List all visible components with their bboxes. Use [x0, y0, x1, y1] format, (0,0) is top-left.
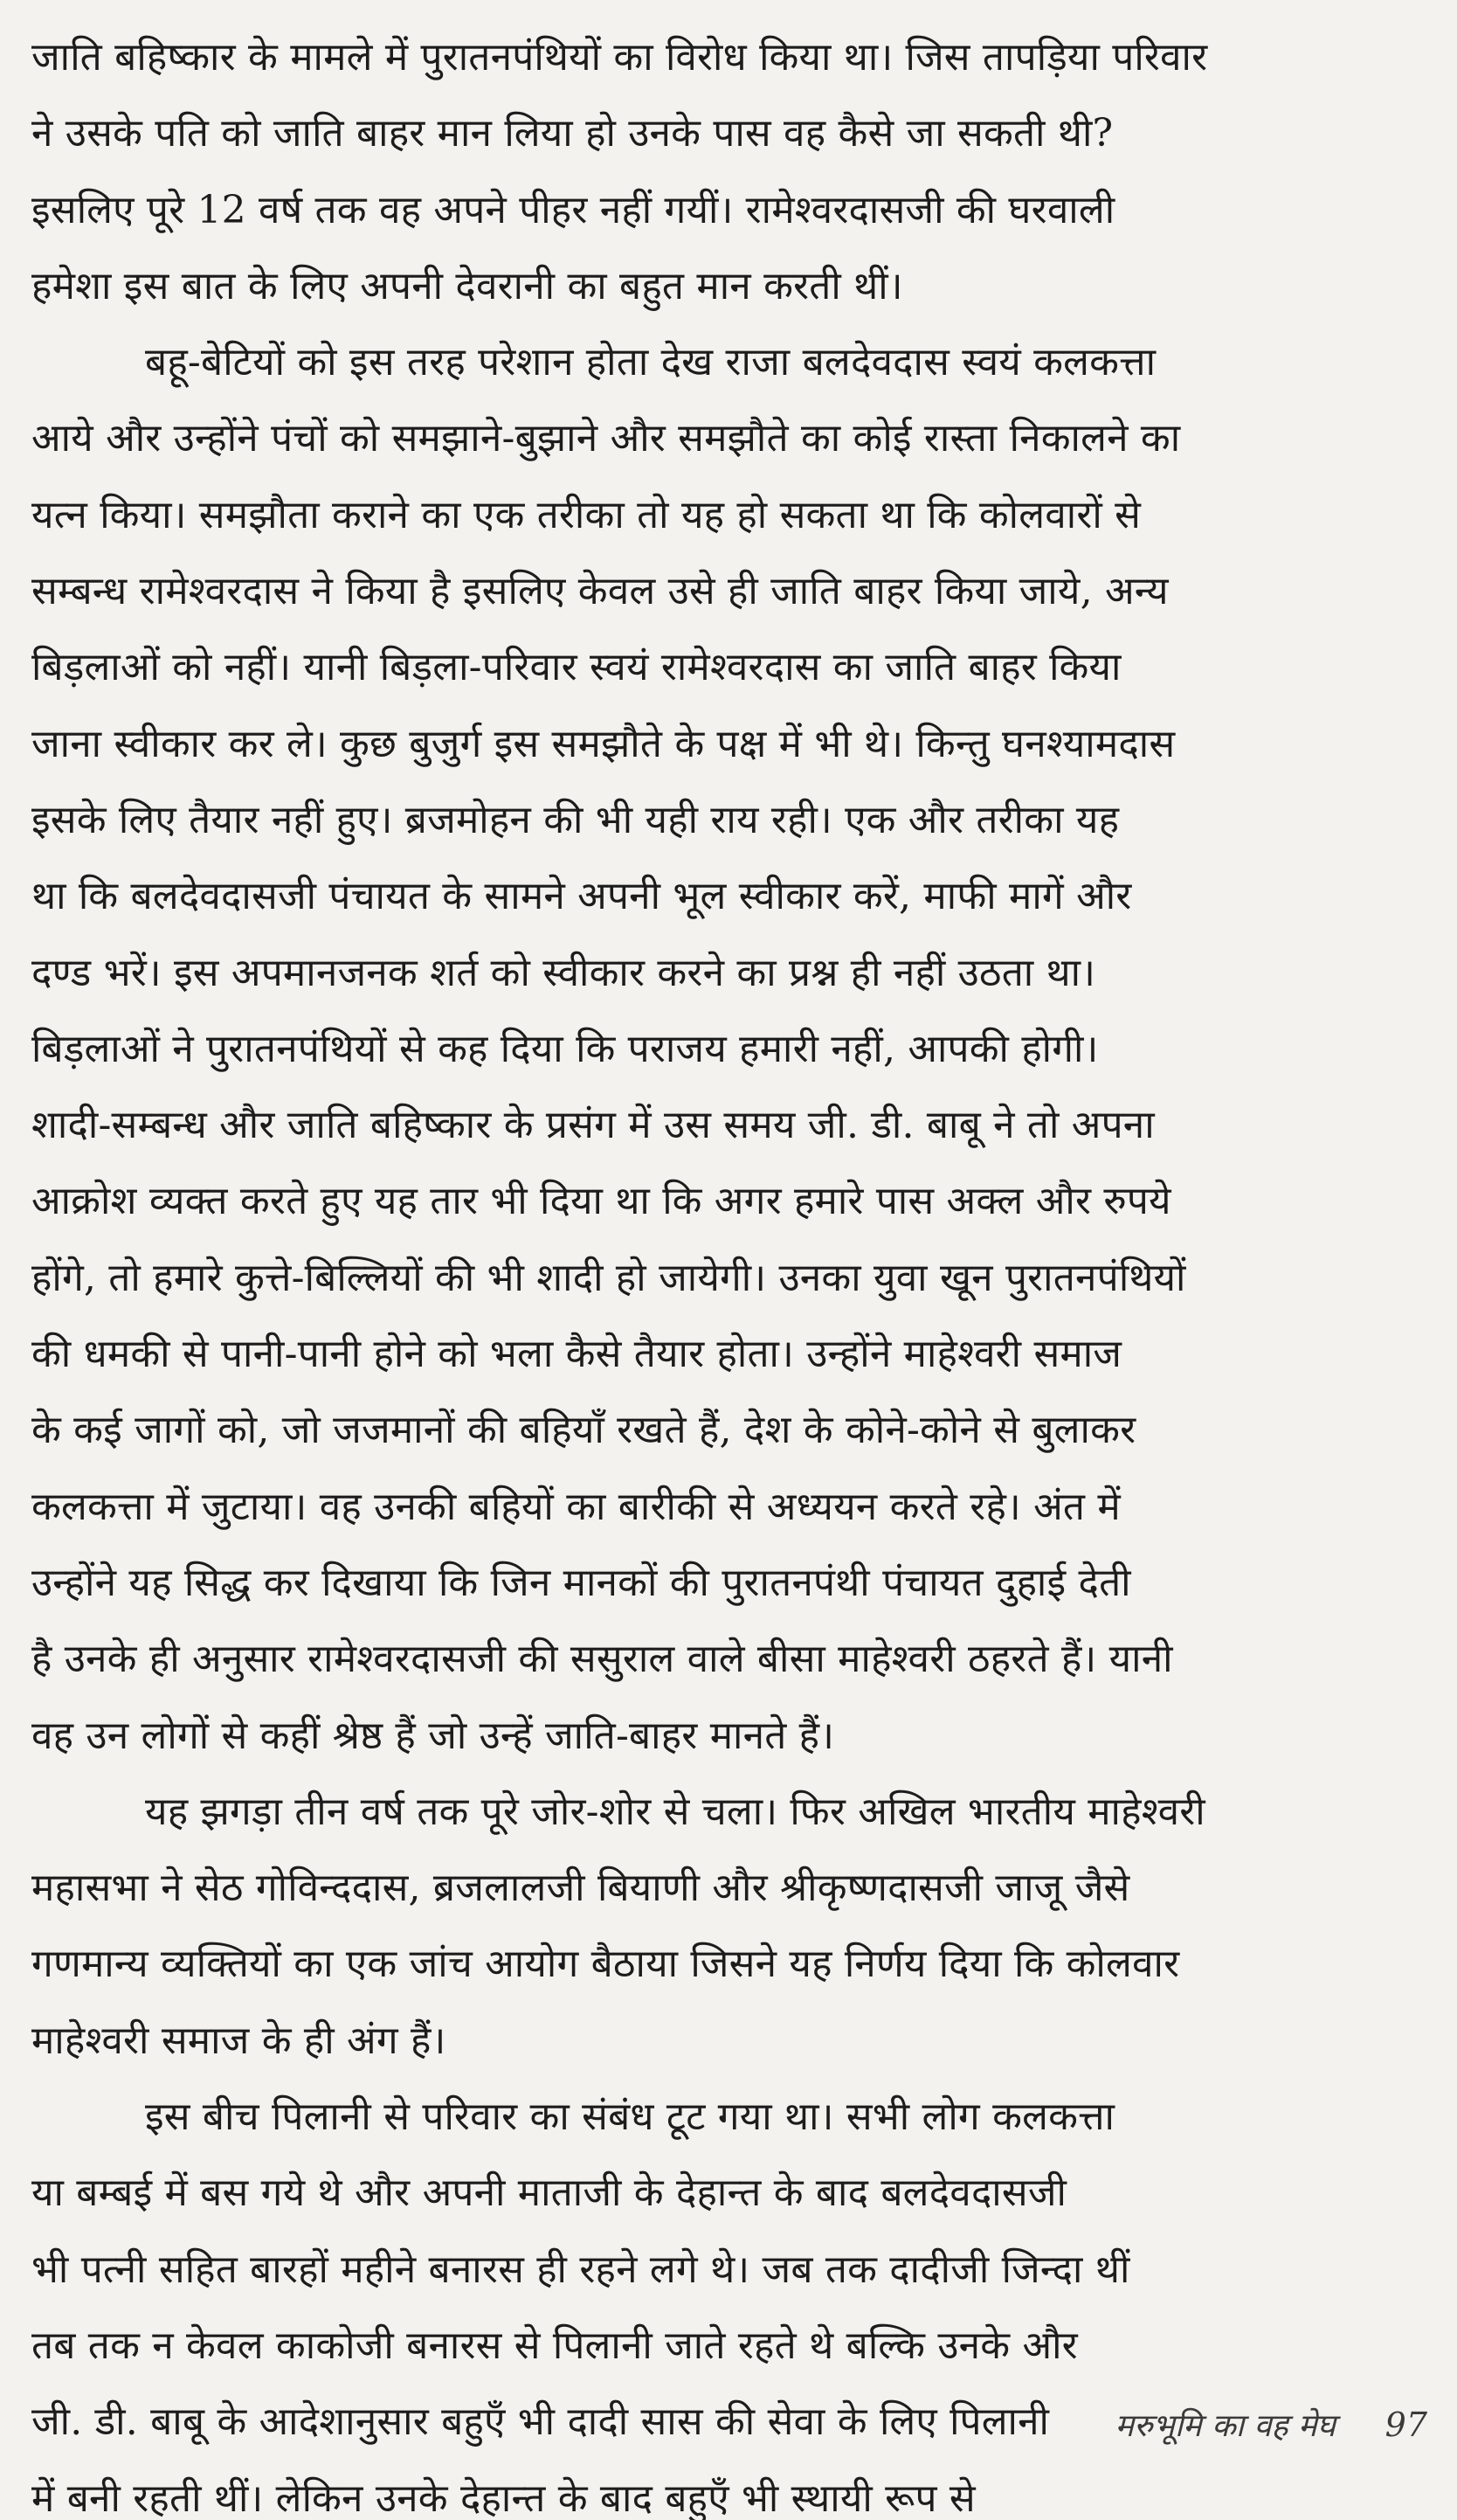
text-line: जाति बहिष्कार के मामले में पुरातनपंथियों का विरोध किया था। जिस तापड़िया परिवार: [31, 35, 1208, 80]
text-line: उन्होंने यह सिद्ध कर दिखाया कि जिन मानकों की पुरातनपंथी पंचायत दुहाई देती: [31, 1560, 1131, 1605]
text-line: बिड़लाओं को नहीं। यानी बिड़ला-परिवार स्वयं रामेश्वरदास का जाति बाहर किया: [31, 645, 1122, 690]
text-line: गणमान्य व्यक्तियों का एक जांच आयोग बैठाया जिसने यह निर्णय दिया कि कोलवार: [31, 1942, 1180, 1987]
text-line: आये और उन्होंने पंचों को समझाने-बुझाने और समझौते का कोई रास्ता निकालने का: [31, 416, 1181, 461]
text-line: दण्ड भरें। इस अपमानजनक शर्त को स्वीकार करने का प्रश्न ही नहीं उठता था।: [31, 950, 1096, 995]
text-line: यह झगड़ा तीन वर्ष तक पूरे जोर-शोर से चला। फिर अखिल भारतीय माहेश्वरी: [145, 1789, 1205, 1834]
text-line: कलकत्ता में जुटाया। वह उनकी बहियों का बारीकी से अध्ययन करते रहे। अंत में: [31, 1484, 1121, 1529]
paragraph-3: [31, 1774, 1426, 2079]
text-line: इसलिए पूरे 12 वर्ष तक वह अपने पीहर नहीं गयीं। रामेश्वरदासजी की घरवाली: [31, 187, 1115, 232]
text-line: भी पत्नी सहित बारहों महीने बनारस ही रहने लगे थे। जब तक दादीजी जिन्दा थीं: [31, 2247, 1130, 2292]
text-line: है उनके ही अनुसार रामेश्वरदासजी की ससुराल वाले बीसा माहेश्वरी ठहरते हैं। यानी: [31, 1637, 1173, 1682]
text-line: में बनी रहती थीं। लेकिन उनके देहान्त के बाद बहुएँ भी स्थायी रूप से: [31, 2475, 976, 2520]
text-line: या बम्बई में बस गये थे और अपनी माताजी के देहान्त के बाद बलदेवदासजी: [31, 2170, 1067, 2216]
text-line: की धमकी से पानी-पानी होने को भला कैसे तैयार होता। उन्होंने माहेश्वरी समाज: [31, 1332, 1122, 1377]
text-line: इसके लिए तैयार नहीं हुए। ब्रजमोहन की भी यही राय रही। एक और तरीका यह: [31, 797, 1120, 842]
text-line: वह उन लोगों से कहीं श्रेष्ठ हैं जो उन्हें जाति-बाहर मानते हैं।: [31, 1713, 835, 1758]
body-text: [31, 19, 1426, 2520]
text-line: सम्बन्ध रामेश्वरदास ने किया है इसलिए केवल उसे ही जाति बाहर किया जाये, अन्य: [31, 569, 1169, 614]
text-line: शादी-सम्बन्ध और जाति बहिष्कार के प्रसंग में उस समय जी. डी. बाबू ने तो अपना: [31, 1103, 1155, 1148]
text-line: हमेशा इस बात के लिए अपनी देवरानी का बहुत मान करती थीं।: [31, 263, 903, 308]
page-number: 97: [1384, 2406, 1427, 2444]
text-line: जी. डी. बाबू के आदेशानुसार बहुएँ भी दादी सास की सेवा के लिए पिलानी: [31, 2399, 1050, 2445]
text-line: जाना स्वीकार कर ले। कुछ बुजुर्ग इस समझौते के पक्ष में भी थे। किन्तु घनश्यामदास: [31, 721, 1176, 766]
text-line: महासभा ने सेठ गोविन्ददास, ब्रजलालजी बियाणी और श्रीकृष्णदासजी जाजू जैसे: [31, 1866, 1130, 1911]
running-title: मरुभूमि का वह मेघ: [1115, 2408, 1336, 2444]
text-line: बिड़लाओं ने पुरातनपंथियों से कह दिया कि पराजय हमारी नहीं, आपकी होगी।: [31, 1026, 1099, 1071]
text-line: ने उसके पति को जाति बाहर मान लिया हो उनके पास वह कैसे जा सकती थी?: [31, 111, 1114, 156]
text-line: के कई जागों को, जो जजमानों की बहियाँ रखते हैं, देश के कोने-कोने से बुलाकर: [31, 1408, 1136, 1453]
text-line: इस बीच पिलानी से परिवार का संबंध टूट गया था। सभी लोग कलकत्ता: [145, 2094, 1115, 2140]
text-line: माहेश्वरी समाज के ही अंग हैं।: [31, 2018, 446, 2063]
text-line: बहू-बेटियों को इस तरह परेशान होता देख राजा बलदेवदास स्वयं कलकत्ता: [145, 340, 1157, 385]
text-line: तब तक न केवल काकोजी बनारस से पिलानी जाते रहते थे बल्कि उनके और: [31, 2323, 1078, 2368]
paragraph-1: [31, 19, 1426, 324]
paragraph-4: [31, 2079, 1426, 2520]
text-line: यत्न किया। समझौता कराने का एक तरीका तो यह हो सकता था कि कोलवारों से: [31, 492, 1142, 537]
page-footer: [1115, 2403, 1427, 2446]
paragraph-2: [31, 324, 1426, 1774]
text-line: था कि बलदेवदासजी पंचायत के सामने अपनी भूल स्वीकार करें, माफी मागें और: [31, 874, 1132, 919]
text-line: होंगे, तो हमारे कुत्ते-बिल्लियों की भी शादी हो जायेगी। उनका युवा खून पुरातनपंथियों: [31, 1255, 1186, 1300]
text-line: आक्रोश व्यक्त करते हुए यह तार भी दिया था कि अगर हमारे पास अक्ल और रुपये: [31, 1179, 1171, 1224]
